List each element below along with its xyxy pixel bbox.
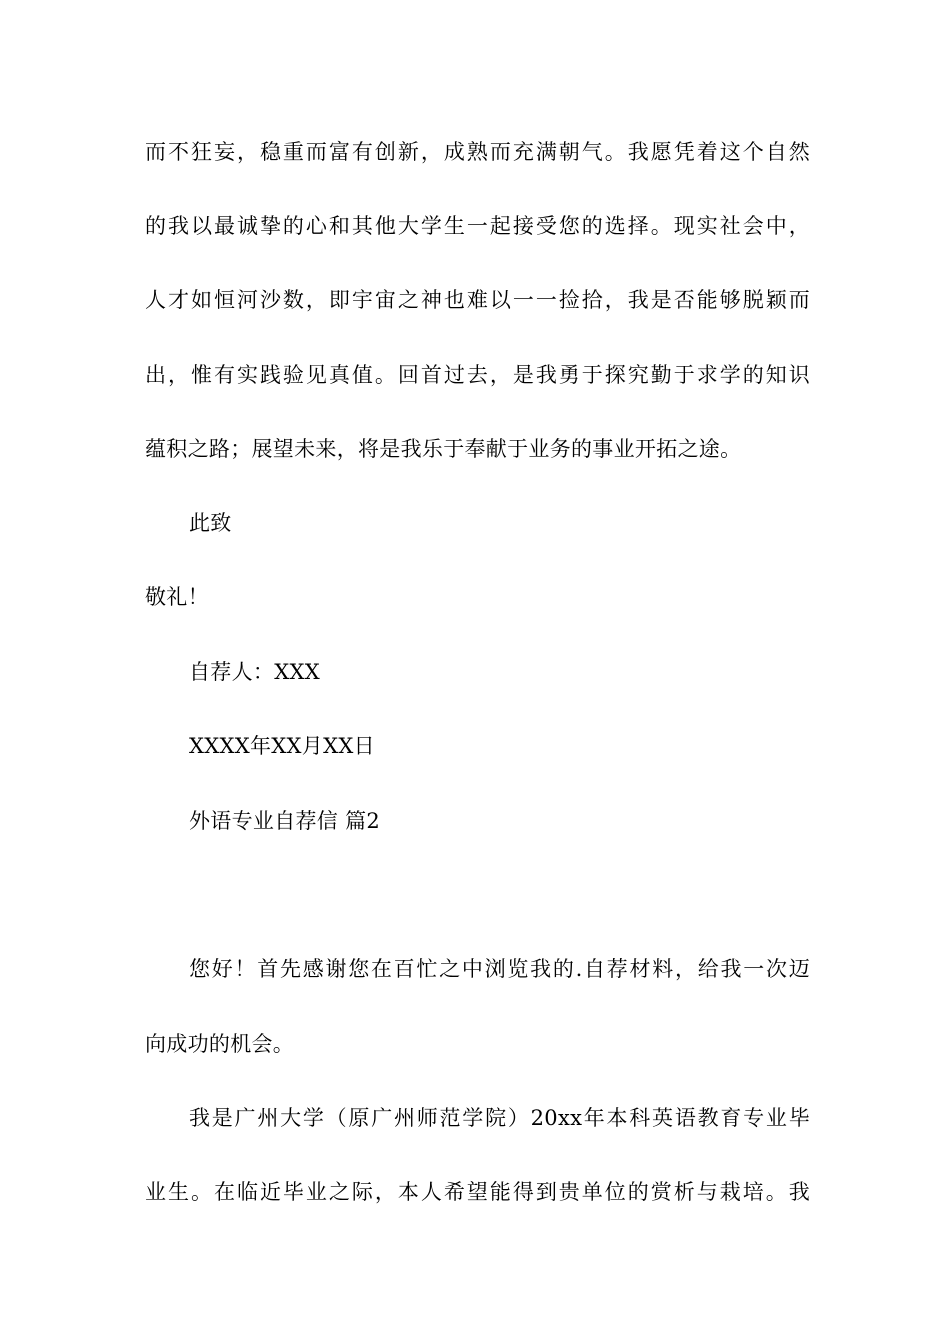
signature: 自荐人：XXX bbox=[189, 660, 320, 684]
text-line: 出，惟有实践验见真值。回首过去，是我勇于探究勤于求学的知识 bbox=[145, 363, 810, 387]
text-line: 向成功的机会。 bbox=[145, 1032, 295, 1056]
closing-salute: 敬礼！ bbox=[145, 585, 209, 609]
text-line: 您好！首先感谢您在百忙之中浏览我的.自荐材料，给我一次迈 bbox=[189, 957, 810, 981]
text-line: 人才如恒河沙数，即宇宙之神也难以一一捡拾，我是否能够脱颖而 bbox=[145, 288, 810, 312]
text-line: 业生。在临近毕业之际，本人希望能得到贵单位的赏析与栽培。我 bbox=[145, 1180, 810, 1204]
text-line: 而不狂妄，稳重而富有创新，成熟而充满朝气。我愿凭着这个自然 bbox=[145, 140, 810, 164]
letter-date: XXXX年XX月XX日 bbox=[189, 734, 375, 758]
section-heading: 外语专业自荐信 篇2 bbox=[189, 809, 381, 833]
text-line: 蕴积之路；展望未来，将是我乐于奉献于业务的事业开拓之途。 bbox=[145, 437, 742, 461]
text-line: 我是广州大学（原广州师范学院）20xx年本科英语教育专业毕 bbox=[189, 1106, 810, 1130]
text-line: 的我以最诚挚的心和其他大学生一起接受您的选择。现实社会中， bbox=[145, 214, 810, 238]
closing-greeting: 此致 bbox=[189, 511, 232, 535]
